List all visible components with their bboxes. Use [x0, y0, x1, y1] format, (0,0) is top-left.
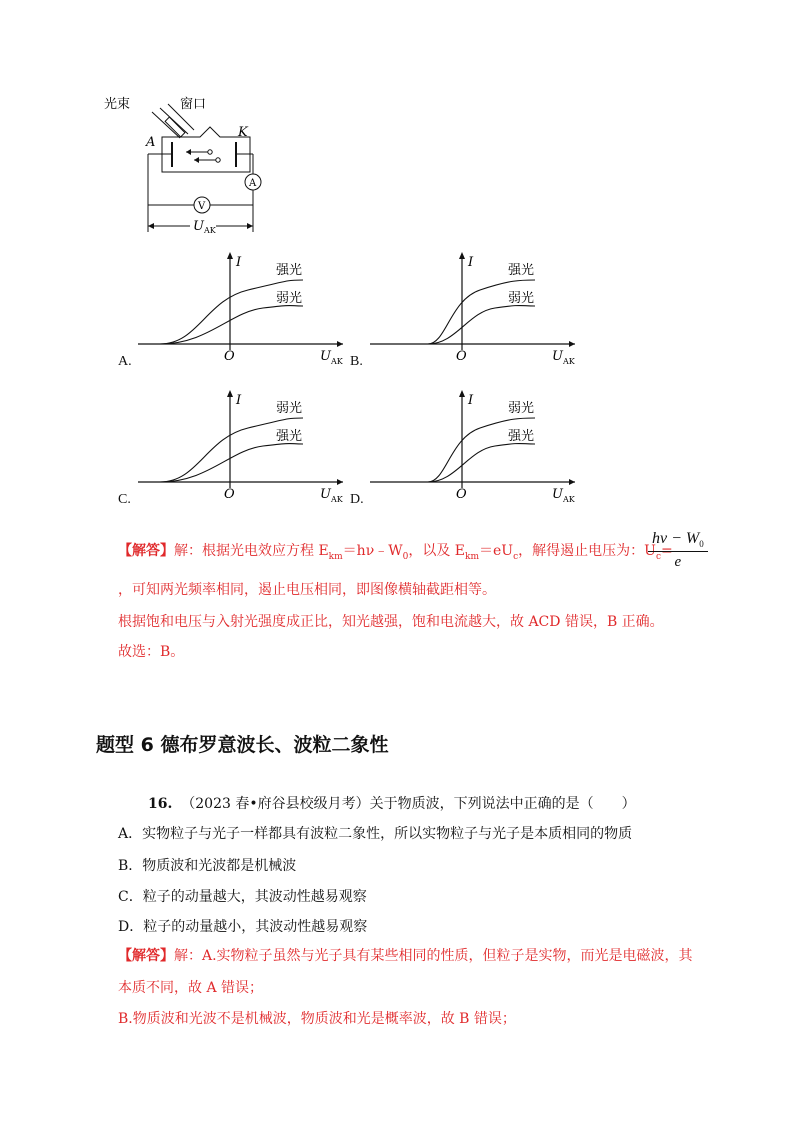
upper-curve-label: 弱光	[508, 401, 535, 416]
anode-label: A	[146, 135, 156, 150]
option-label-3[interactable]: D.	[350, 492, 364, 507]
question-16-option-b[interactable]: B．物质波和光波都是机械波	[118, 858, 297, 874]
question-16-option-a[interactable]: A．实物粒子与光子一样都具有波粒二象性，所以实物粒子与光子是本质相同的物质	[118, 826, 633, 842]
answer-15-line2: ，可知两光频率相同，遏止电压相同，即图像横轴截距相等。	[118, 582, 496, 598]
x-axis-arrow	[569, 341, 575, 347]
x-axis-arrow	[337, 341, 343, 347]
upper-curve	[428, 418, 535, 482]
option-label-2[interactable]: C.	[118, 492, 131, 507]
y-axis-arrow	[459, 252, 465, 259]
y-axis-label: I	[468, 255, 474, 270]
question-16-option-c[interactable]: C．粒子的动量越大，其波动性越易观察	[118, 889, 367, 905]
x-axis-arrow	[569, 479, 575, 485]
lower-curve-label: 弱光	[508, 291, 535, 306]
y-axis-arrow	[227, 390, 233, 397]
beam-label: 光束	[104, 97, 131, 112]
y-axis-arrow	[227, 252, 233, 259]
upper-curve-label: 弱光	[276, 401, 303, 416]
option-label-1[interactable]: B.	[350, 354, 363, 369]
lower-curve-label: 强光	[508, 429, 535, 444]
voltmeter-label: V	[198, 201, 206, 212]
answer-16-line3: B.物质波和光波不是机械波，物质波和光是概率波，故 B 错误；	[118, 1011, 516, 1027]
upper-curve-label: 强光	[508, 263, 535, 278]
window-label: 窗口	[180, 97, 207, 112]
y-axis-label: I	[236, 255, 242, 270]
x-axis-arrow	[337, 479, 343, 485]
question-16-option-d[interactable]: D．粒子的动量越小，其波动性越易观察	[118, 919, 368, 935]
upper-curve-label: 强光	[276, 263, 303, 278]
iu-graph-2	[138, 388, 353, 508]
upper-curve	[428, 280, 535, 344]
iu-graph-1	[370, 250, 585, 370]
upper-curve	[160, 418, 303, 482]
answer-15-line4: 故选：B。	[118, 644, 185, 660]
x-axis-label: $U_{AK}$	[552, 349, 575, 366]
answer-15-line3: 根据饱和电压与入射光强度成正比，知光越强，饱和电流越大，故 ACD 错误，B 正确。	[118, 614, 664, 630]
origin-label: O	[224, 349, 235, 364]
answer-15-line1: 【解答】解：根据光电效应方程 $E_{km}=h\nu﹣W_0$，以及 $E_{km}=eU_c$，解得遏止电压为：$U_c=$	[118, 543, 673, 562]
answer-16-line1: 【解答】解：A.实物粒子虽然与光子具有某些相同的性质，但粒子是实物，而光是电磁波，其	[118, 948, 693, 964]
iu-graph-3	[370, 388, 585, 508]
x-axis-label: $U_{AK}$	[320, 487, 343, 504]
origin-label: O	[224, 487, 235, 502]
x-axis-label: $U_{AK}$	[552, 487, 575, 504]
section-title: 题型 6 德布罗意波长、波粒二象性	[96, 734, 389, 756]
y-axis-label: I	[468, 393, 474, 408]
upper-curve	[160, 280, 303, 344]
lower-curve	[428, 444, 535, 483]
ammeter-label: A	[249, 178, 257, 189]
answer-16-line2: 本质不同，故 A 错误；	[118, 980, 264, 996]
voltage-label: $U_{AK}$	[193, 219, 216, 235]
option-label-0[interactable]: A.	[118, 354, 132, 369]
phototube-circuit-diagram	[100, 92, 280, 242]
lower-curve-label: 弱光	[276, 291, 303, 306]
cathode-label: K	[238, 125, 248, 140]
iu-graph-0	[138, 250, 353, 370]
question-16-stem: 16. （2023 春•府谷县校级月考）关于物质波，下列说法中正确的是（ ）	[148, 796, 636, 812]
y-axis-label: I	[236, 393, 242, 408]
lower-curve	[428, 306, 535, 345]
y-axis-arrow	[459, 390, 465, 397]
x-axis-label: $U_{AK}$	[320, 349, 343, 366]
stopping-voltage-fraction: $\frac{h\nu - W_0}{e}$	[648, 530, 708, 571]
origin-label: O	[456, 487, 467, 502]
origin-label: O	[456, 349, 467, 364]
lower-curve-label: 强光	[276, 429, 303, 444]
